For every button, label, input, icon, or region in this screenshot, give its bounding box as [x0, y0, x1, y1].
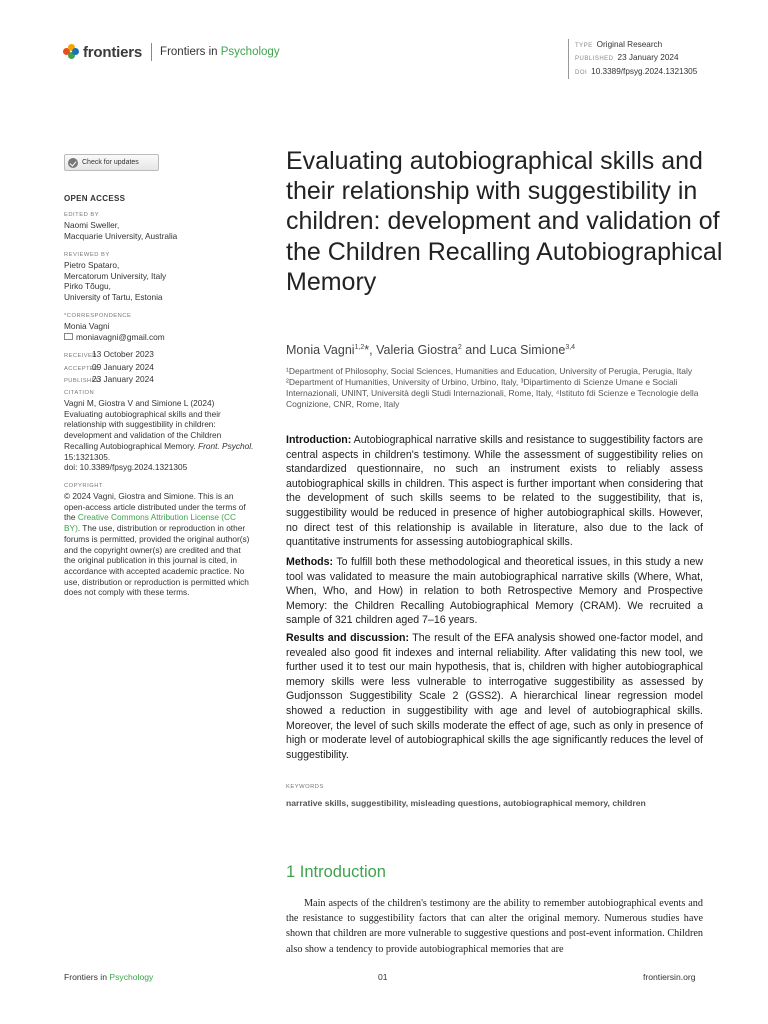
mail-icon: [64, 333, 73, 340]
citation-section: [64, 389, 254, 473]
affiliations: ¹Department of Philosophy, Social Sciences, Humanities and Education, University of Perugia, Perugia, Italy ²Department of Humanities, University of Urbino, Urbino, Italy, ³Dipartimento di Scienze Umane e Sociali Internazionali, UNINT, Università degli Studi Internazionali, Rome, Italy, ⁴Istituto fdi Scienze e Tecnologie della Cognizione, CNR, Rome, Italy: [286, 366, 699, 409]
reviewer-affiliation: University of Tartu, Estonia: [64, 292, 163, 303]
keywords-label: KEYWORDS: [286, 784, 324, 790]
article-meta: [568, 39, 697, 79]
edited-by-label: EDITED BY: [64, 212, 100, 218]
page-number: 01: [378, 972, 388, 982]
author-name[interactable]: Luca Simione: [489, 343, 566, 357]
correspondence-name: Monia Vagni: [64, 321, 110, 331]
published-label: PUBLISHED: [575, 56, 614, 63]
section-heading: 1 Introduction: [286, 863, 386, 881]
journal-name[interactable]: Frontiers in Psychology: [160, 46, 280, 58]
logo-divider: [151, 43, 152, 61]
author-list: Monia Vagni$^{1,2}$*, Valeria Giostra$^2$ and Luca Simione$^{3,4}$: [286, 343, 576, 357]
citation-label: CITATION: [64, 390, 95, 396]
doi-value[interactable]: 10.3389/fpsyg.2024.1321305: [591, 66, 698, 76]
article-type: Original Research: [596, 40, 663, 49]
accepted-date: 09 January 2024: [92, 361, 154, 372]
frontiers-logo-icon: [63, 44, 79, 60]
type-label: TYPE: [575, 43, 593, 49]
abstract-results: Results and discussion: The result of the EFA analysis showed one-factor model, and revealed also good fit indexes and internal reliability. After validating this new tool, we further used it to test our main hypothesis, that is, children with higher autobiographical memory skills were less vulnerable to interrogative suggestibility as assessed by Gudjonsson Suggestibility Scale 2 (GSS2). A hierarchical linear regression model showed a reduction in suggestibility with age and level of autobiographical skills. Moreover, the level of such skills moderate the effect of age, such as only in presence of high or moderate level of autobiographical skills the age significantly reduces the level of suggestibility.: [286, 632, 703, 761]
abstract-methods: Methods: To fulfill both these methodological and theoretical issues, in this study a new tool was validated to measure the main autobiographical narrative skills (Where, What, When, Who, and How) in relation to both Retrospective Memory and Prospective Memory: the Children Recalling Autobiographical Memory (CRAM). We recruited a sample of 321 children aged 7–16 years.: [286, 556, 703, 627]
copyright-label: COPYRIGHT: [64, 483, 103, 489]
abstract-introduction: Introduction: Autobiographical narrative skills and resistance to suggestibility factors are central aspects in children's testimony. While the assessment of suggestibility relies on standardized questionnaire, no such an instrument exists to reliably assess autobiographical skills in children. This aspect is further important when considering that the development of such skills seems to be related to the suggestibility, that is, suggestibility would be reduced in presence of higher autobiographical skills. However, no direct test of this relationship is available in literature, also due to the lack of quantitative instruments for assessing autobiographical skills.: [286, 434, 703, 549]
published-date: 23 January 2024: [92, 374, 154, 385]
license-link[interactable]: Creative Commons Attribution License (CC BY): [64, 512, 237, 534]
author-name[interactable]: Valeria Giostra: [376, 343, 458, 357]
correspondence-label: *CORRESPONDENCE: [64, 313, 132, 319]
check-for-updates-label: Check for updates: [82, 159, 139, 166]
copyright-section: [64, 482, 254, 598]
reviewer-name: Pietro Spataro,: [64, 260, 120, 270]
open-access-label: OPEN ACCESS: [64, 194, 126, 203]
reviewed-by-section: [64, 251, 259, 303]
correspondence-section: [64, 312, 259, 342]
received-label: RECEIVED: [64, 353, 97, 359]
published-date: 23 January 2024: [617, 53, 679, 63]
keywords: narrative skills, suggestibility, misleading questions, autobiographical memory, children: [286, 798, 646, 808]
edited-by-section: [64, 211, 259, 241]
reviewer-affiliation: Mercatorum University, Italy: [64, 270, 167, 281]
footer-journal[interactable]: Frontiers in Psychology: [64, 972, 154, 982]
copyright-text: © 2024 Vagni, Giostra and Simione. This is an open-access article distributed under the terms of the Creative Commons Attribution License (CC BY). The use, distribution or reproduction in other forums is permitted, provided the original author(s) and the copyright owner(s) are credited and that the original publication in this journal is cited, in accordance with accepted academic practice. No use, distribution or reproduction is permitted which does not comply with these terms.: [64, 491, 250, 598]
reviewer-name: Pirko Tõugu,: [64, 281, 111, 292]
doi-label: DOI: [575, 69, 588, 76]
citation-text: Vagni M, Giostra V and Simione L (2024) Evaluating autobiographical skills and their relationship with suggestibility in children: development and validation of the Children Recalling Autobiographical Memory. Front. Psychol. 15:1321305. doi: 10.3389/fpsyg.2024.1321305: [64, 398, 254, 473]
received-date: 13 October 2023: [92, 349, 154, 359]
correspondence-email[interactable]: moniavagni@gmail.com: [64, 332, 259, 343]
author-name[interactable]: Monia Vagni: [286, 343, 355, 357]
article-title: Evaluating autobiographical skills and their relationship with suggestibility in children: development and validation of the Children Recalling Autobiographical Memory: [286, 147, 723, 296]
dates-section: [64, 349, 259, 387]
frontiers-logo[interactable]: [63, 42, 280, 62]
accepted-label: ACCEPTED: [64, 365, 99, 372]
published-label: PUBLISHED: [64, 378, 101, 385]
editor-name: Naomi Sweller,: [64, 220, 120, 230]
footer-site-link[interactable]: frontiersin.org: [643, 972, 696, 982]
check-icon: [68, 158, 78, 168]
check-for-updates-button[interactable]: [64, 154, 159, 171]
reviewed-by-label: REVIEWED BY: [64, 252, 110, 258]
section-body: Main aspects of the children's testimony are the ability to remember autobiographical events and the resistance to suggestibility factors that can alter the original memory. Numerous studies have shown that children are more vulnerable to suggestive questions and post-event information. Children also show a tendency to provide autobiographical memories that are: [286, 898, 703, 955]
brand-name: frontiers: [83, 43, 143, 61]
editor-affiliation: Macquarie University, Australia: [64, 230, 178, 241]
